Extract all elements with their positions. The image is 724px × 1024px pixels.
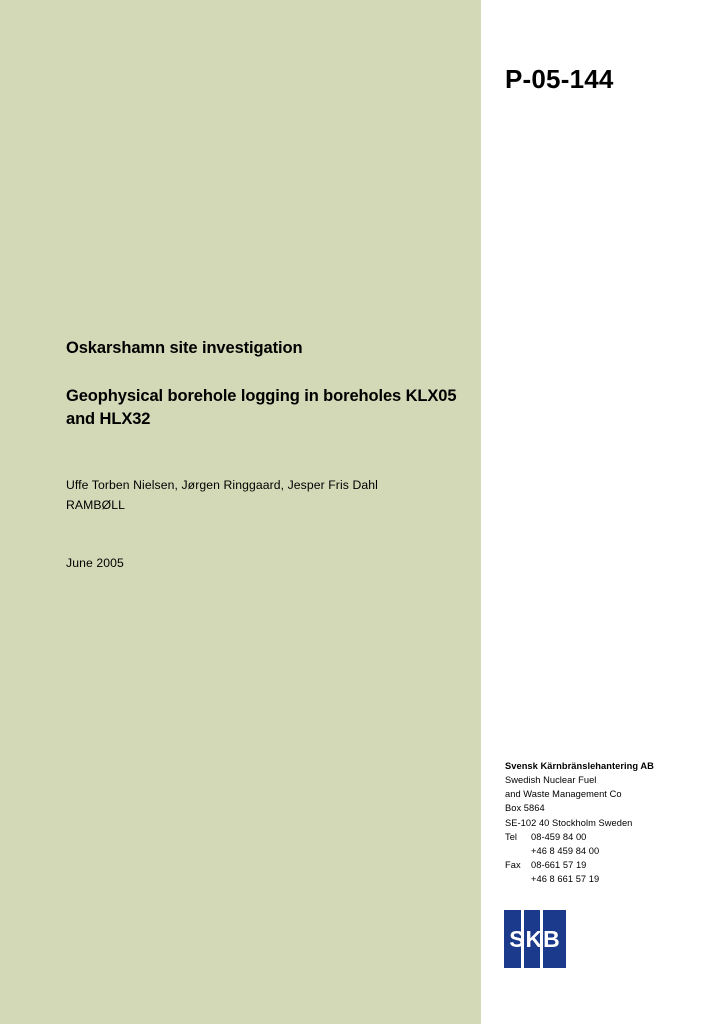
fax-value-international: +46 8 661 57 19: [531, 874, 600, 884]
telephone-value: 08-459 84 00: [531, 831, 587, 842]
skb-logo-text: SKB: [509, 925, 561, 952]
site-investigation-line: Oskarshamn site investigation: [66, 339, 303, 357]
title-block: [66, 338, 466, 431]
telephone-label: Tel: [505, 831, 518, 842]
fax-label: Fax: [505, 859, 521, 870]
authors-block: [66, 476, 466, 515]
publisher-box: Box 5864: [505, 803, 545, 814]
publisher-address: SE-102 40 Stockholm Sweden: [505, 817, 633, 828]
skb-logo: [504, 910, 566, 968]
authors-list: Uffe Torben Nielsen, Jørgen Ringgaard, Jesper Fris Dahl: [66, 478, 378, 492]
publisher-name: Svensk Kärnbränslehantering AB: [505, 761, 654, 771]
page-title: Geophysical borehole logging in boreholes KLX05 and HLX32: [66, 386, 457, 429]
publisher-line-2: and Waste Management Co: [505, 789, 622, 800]
publisher-line-1: Swedish Nuclear Fuel: [505, 775, 597, 786]
publication-date: June 2005: [66, 556, 124, 570]
publisher-telephone-row: [505, 830, 715, 844]
author-organisation: RAMBØLL: [66, 497, 125, 512]
fax-row: [505, 858, 715, 872]
publisher-block: [505, 759, 715, 886]
report-number: P-05-144: [505, 64, 614, 94]
fax-value: 08-661 57 19: [531, 859, 587, 870]
telephone-value-international: +46 8 459 84 00: [531, 845, 600, 856]
